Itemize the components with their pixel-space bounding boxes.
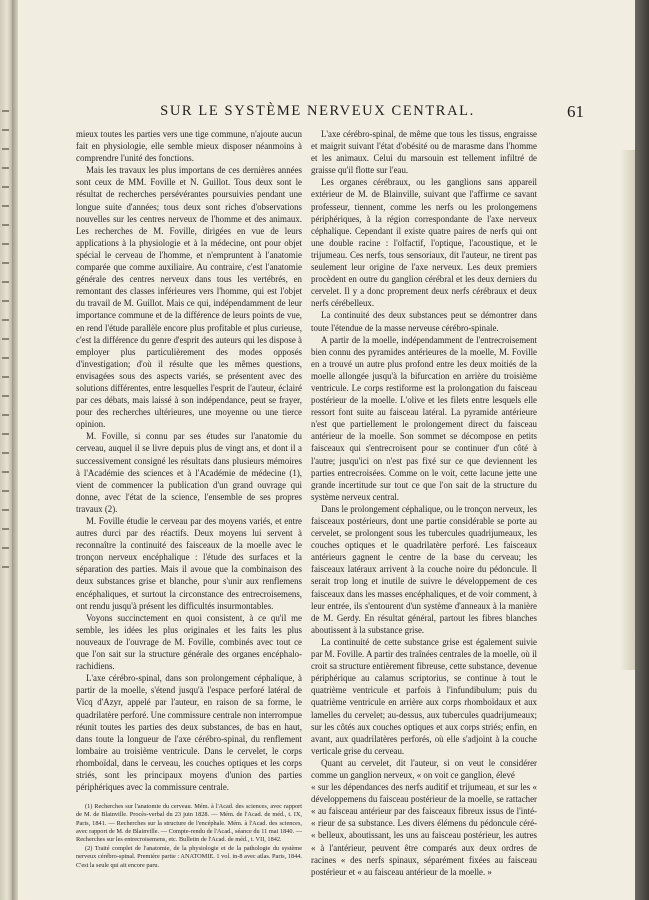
paragraph: Voyons succinctement en quoi consistent, à ce qu'il me semble, les idées les plus originales et les faits les plus nouveaux de l'ouvrage de M. Foville, combinés avec tout ce que l'on sait sur la structure générale des organes encéphalo-rachidiens. (76, 612, 302, 672)
left-text-column (76, 128, 302, 871)
paragraph: La continuité de cette substance grise est également suivie par M. Foville. A partir des traînées centrales de la moelle, où il croit sa structure entièrement fibreuse, cette substance, devenue périphérique au calamus scriptorius, se continue à tout le quatrième ventricule et parfois à l'infundibulum; puis du quatrième ventricule en arrière aux corps rhomboïdaux et aux lamelles du cervelet; au-dessus, aux tubercules quadrijumeaux; sur les côtés aux couches optiques et aux corps striés; enfin, en avant, aux quadrilatères perforés, où elle s'adjoint à la couche verticale grise du cerveau. (311, 636, 537, 756)
page-header (75, 102, 584, 123)
paragraph: M. Foville, si connu par ses études sur l'anatomie du cerveau, auquel il se livre depuis plus de vingt ans, et dont il a successivement consigné les résultats dans plusieurs mémoires à l'Académie des sciences et à l'Académie de médecine (1), vient de commencer la publication d'un grand ouvrage qui donne, avec l'état de la science, l'ensemble de ses propres travaux (2). (76, 431, 302, 514)
paragraph: « sur les dépendances des nerfs auditif et trijumeau, et sur les « développemens du faisceau postérieur de la moelle, se rattacher « au faisceau antérieur par des faisceaux fibreux issus de l'inté- « rieur de sa substance. Les divers élémens du pédoncule céré- « belleux, aboutissant, les uns au faisceau postérieur, les autres « à l'antérieur, peuvent être comparés aux deux ordres de racines « des nerfs spinaux, séparément fixées au faisceau postérieur et « au faisceau antérieur de la moelle. » (311, 782, 537, 877)
paragraph: Les organes cérébraux, ou les ganglions sans appareil extérieur de M. de Blainville, suivant que l'affirme ce savant professeur, tiennent, comme les nerfs ou les prolongemens périphériques, à la région correspondante de l'axe nerveux céphalique. Cependant il existe quatre paires de nerfs qui ont une double racine : l'olfactif, l'optique, l'acoustique, et le trijumeau. Ces nerfs, tous sensoriaux, dit l'auteur, ne tirent pas seulement leur origine de l'axe nerveux. Les deux premiers procèdent en outre du ganglion cérébral et les deux derniers du cervelet. Il y a donc proprement deux nerfs cérébraux et deux nerfs cérébelleux. (311, 177, 537, 309)
page-number: 61 (567, 102, 584, 121)
page-right-edge (635, 0, 649, 900)
paragraph: La continuité des deux substances peut se démontrer dans toute l'étendue de la masse nerveuse cérébro-spinale. (311, 310, 537, 333)
paragraph: M. Foville étudie le cerveau par des moyens variés, et entre autres durci par des réactifs. Deux moyens lui servent à reconnaître la continuité des faisceaux de la moelle avec le tronçon nerveux encéphalique : l'étude des surfaces et la séparation des parties. Mais il avoue que la combinaison des deux substances grise et blanche, pour s'unir aux renflemens encéphaliques, et surtout la circonstance des entrecroisemens, ont rendu jusqu'à présent les difficultés insurmontables. (76, 516, 302, 611)
facing-page-edge (0, 0, 12, 900)
page-stain (620, 150, 635, 670)
running-title: SUR LE SYSTÈME NERVEUX CENTRAL. (160, 103, 475, 119)
paragraph: Dans le prolongement céphalique, ou le tronçon nerveux, les faisceaux postérieurs, dont une partie considérable se porte au cervelet, se prolongent sous les tubercules quadrijumeaux, les couches optiques et le quadrilatère perforé. Les faisceaux antérieurs gagnent le centre de la base du cerveau; les faisceaux latéraux arrivent à la couche noire du pédoncule. Il serait trop long et inutile de suivre le développement de ces faisceaux dans les masses encéphaliques, et de voir comment, à leur entrée, ils s'entourent d'un système d'anneaux à la manière de M. Gerdy. En résultat général, partout les fibres blanches aboutissent à la substance grise. (311, 503, 537, 635)
footnote: (2) Traité complet de l'anatomie, de la physiologie et de la pathologie du système nerveux cérébro-spinal. Première partie : ANATOMIE. 1 vol. in-8 avec atlas. Paris, 1844. C'est la seule qui ait encore paru. (76, 845, 302, 869)
paragraph: L'axe cérébro-spinal, dans son prolongement céphalique, à partir de la moelle, s'étend jusqu'à l'espace perforé latéral de Vicq d'Azyr, appelé par l'auteur, en raison de sa forme, le quadrilatère perforé. Une commissure centrale non interrompue réunit toutes les parties des deux substances, de bas en haut, dans toute la longueur de l'axe cérébro-spinal, du renflement lombaire au troisième ventricule. Dans le cervelet, le corps rhomboïdal, dans le cerveau, les couches optiques et les corps striés, sont les principaux moyens d'union des parties périphériques avec la commissure centrale. (76, 673, 302, 793)
facing-page-text-fragments (0, 110, 12, 585)
paragraph: Quant au cervelet, dit l'auteur, si on veut le considérer comme un ganglion nerveux, « on voit ce ganglion, élevé (311, 757, 537, 780)
left-paragraphs (76, 128, 302, 793)
footnotes (76, 803, 302, 870)
right-text-column (311, 128, 537, 878)
paragraph: L'axe cérébro-spinal, de même que tous les tissus, engraisse et maigrit suivant l'état d'obésité ou de marasme dans l'homme et les animaux. Celui du marsouin est tellement infiltré de graisse qu'il flotte sur l'eau. (311, 129, 537, 176)
paragraph: Mais les travaux les plus importans de ces dernières années sont ceux de MM. Foville et N. Guillot. Tous deux sont le résultat de recherches persévérantes poursuivies pendant une longue suite d'années; tous deux sont riches d'observations nouvelles sur les centres nerveux de l'homme et des animaux. Les recherches de M. Foville, dirigées en vue de leurs applications à la physiologie et à la médecine, ont pour objet spécial le cerveau de l'homme, et n'empruntent à l'anatomie comparée que comme auxiliaire. Au contraire, c'est l'anatomie générale des centres nerveux dans tous les vertébrés, en remontant des classes inférieures vers l'homme, qui est l'objet du travail de M. Guillot. Mais ce qui, indépendamment de leur importance commune et de la différence de leurs points de vue, en rend l'étude parallèle encore plus profitable et plus curieuse, c'est la différence du genre d'esprit des auteurs qui les dispose à employer plus particulièrement des modes opposés d'investigation; d'où il résulte que les mêmes questions, envisagées sous des aspects variés, se présentent avec des solutions différentes, entre lesquelles l'esprit de l'auteur, éclairé par ces débats, mais laissé à son indépendance, peut se frayer, pour des recherches ultérieures, une moyenne ou une tierce opinion. (76, 165, 302, 430)
paragraph: A partir de la moelle, indépendamment de l'entrecroisement bien connu des pyramides antérieures de la moelle, M. Foville en a trouvé un autre plus profond entre les deux moitiés de la moelle allongée jusqu'à la bifurcation en arrière du troisième ventricule. Le corps restiforme est la prolongation du faisceau postérieur de la moelle. L'olive et les filets entre lesquels elle ressort font suite au faisceau latéral. La pyramide antérieure n'est que partiellement le prolongement direct du faisceau antérieur de la moelle. Son sommet se décompose en petits faisceaux qui s'entrecroisent pour se continuer d'un côté à l'autre; jusqu'ici on n'est pas fixé sur ce que deviennent les parties entrecroisées. Comme on le voit, cette lacune jette une grande incertitude sur tout ce que l'on sait de la structure du système nerveux central. (311, 334, 537, 502)
paragraph: mieux toutes les parties vers une tige commune, n'ajoute aucun fait en physiologie, elle semble mieux disposer néanmoins à comprendre l'unité des fonctions. (76, 129, 302, 164)
footnote: (1) Recherches sur l'anatomie du cerveau. Mém. à l'Acad. des sciences, avec rapport de M. de Blainville. Procès-verbal du 23 juin 1828. — Mém. de l'Acad. de méd., t. IX, Paris, 1841. — Recherches sur la structure de l'encéphale. Mém. à l'Acad. des sciences, avec rapport de M. de Blainville. — Compte-rendu de l'Acad., séance du 11 mai 1840. — Recherches sur les entrecroisemens, etc. Bulletin de l'Acad. de méd., t. VII, 1842. (76, 803, 302, 843)
